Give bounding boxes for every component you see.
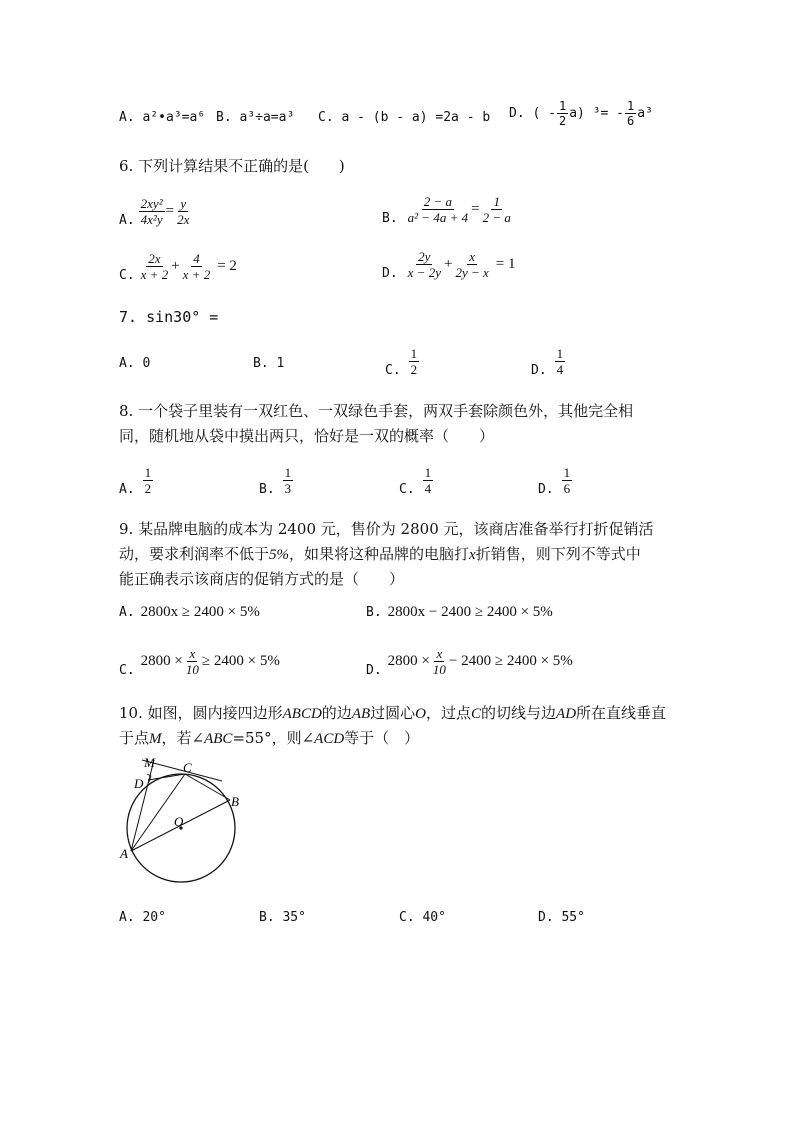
q6-c-plus: + [171, 258, 180, 274]
q10-stem-line-2: 于点M，若∠ABC=55°，则∠ACD等于（ ） [119, 729, 420, 747]
label-c: C [183, 760, 192, 775]
q7-d-label: D. [531, 363, 547, 378]
q8-stem-line-1: 8. 一个袋子里装有一双红色、一双绿色手套，两双手套除颜色外，其他完全相 [119, 402, 634, 420]
q6-b-fraction-2: $\frac{1}{2 - a}$ [482, 194, 511, 225]
q7-c-fraction: $\frac{1}{2}$ [410, 346, 418, 377]
q6-stem: 6. 下列计算结果不正确的是( ) [119, 157, 345, 175]
q10-option-c: C. 40° [399, 910, 446, 925]
q9-option-c [119, 645, 280, 678]
q7-option-d [531, 345, 566, 378]
q5-option-b: B. a³÷a=a³ [216, 110, 295, 125]
q7-d-fraction: $\frac{1}{4}$ [556, 346, 564, 377]
q7-option-b: B. 1 [253, 356, 285, 371]
q5-option-a: A. a²•a³=a⁶ [119, 110, 206, 125]
label-a: A [120, 846, 128, 861]
q6-c-fraction-2: $\frac{4}{x + 2}$ [182, 251, 211, 282]
q5-d-prefix: D. ( - [509, 106, 556, 121]
q6-a-equals: = [165, 203, 175, 219]
q7-option-c [385, 345, 420, 378]
q6-a-fraction-1: $\frac{\text{2xy²}}{\text{4x²y}}$ [140, 196, 163, 227]
q9-d-fraction: $\frac{x}{10}$ [432, 646, 446, 677]
q6-d-label: D. [382, 266, 398, 281]
q6-c-label: C. [119, 268, 135, 283]
q5-d-fraction-1: $\frac{1}{2}$ [558, 99, 567, 128]
q9-stem-line-2: 动，要求利润率不低于5%，如果将这种品牌的电脑打x折销售，则下列不等式中 [119, 545, 641, 563]
q8-b-label: B. [259, 482, 275, 497]
q9-d-label: D. [366, 663, 382, 678]
q7-stem: 7. sin30° = [119, 308, 219, 326]
q5-d-mid: a) ³= - [569, 106, 624, 121]
q6-a-fraction-2: $\frac{y}{2x}$ [177, 196, 190, 227]
q10-stem-line-1: 10. 如图，圆内接四边形ABCD的边AB过圆心O，过点C的切线与边AD所在直线垂直 [119, 704, 667, 722]
q10-option-d: D. 55° [538, 910, 585, 925]
q6-b-equals: = [471, 201, 480, 217]
q5-option-c: C. a - (b - a) =2a - b [318, 110, 491, 125]
q8-stem-line-2: 同，随机地从袋中摸出两只，恰好是一双的概率（ ） [119, 427, 495, 445]
q9-c-suffix: ≥ 2400 × 5% [201, 653, 280, 669]
q9-d-prefix: 2800 × [387, 653, 430, 669]
q7-option-a: A. 0 [119, 356, 151, 371]
q6-option-d [382, 248, 515, 281]
q9-c-label: C. [119, 663, 135, 678]
q9-option-a [119, 604, 260, 621]
q8-d-label: D. [538, 482, 554, 497]
q6-option-c [119, 250, 237, 283]
q6-d-fraction-2: $\frac{x}{2y - x}$ [455, 249, 489, 280]
q9-c-fraction: $\frac{x}{10}$ [185, 646, 199, 677]
q10-option-a: A. 20° [119, 910, 166, 925]
label-d: D [134, 776, 144, 791]
q5-d-fraction-2: $\frac{1}{6}$ [627, 99, 635, 128]
q9-option-b [366, 604, 553, 621]
q9-a-label: A. [119, 605, 135, 620]
q8-a-label: A. [119, 482, 135, 497]
q9-b-expression: 2800x − 2400 ≥ 2400 × 5% [387, 604, 553, 620]
q6-d-plus: + [443, 256, 453, 272]
q6-d-equals: = 1 [495, 256, 516, 272]
q6-c-equals: = 2 [217, 258, 237, 274]
q9-stem-line-1: 9. 某品牌电脑的成本为 2400 元，售价为 2800 元，该商店准备举行打折促销活 [119, 520, 654, 538]
q6-b-label: B. [382, 211, 398, 226]
q6-d-fraction-1: $\frac{2y}{x - 2y}$ [407, 249, 441, 280]
q5-d-suffix: a³ [637, 106, 653, 121]
q8-b-fraction: $\frac{1}{3}$ [284, 465, 292, 496]
label-b: B [231, 794, 239, 809]
q5-option-d [509, 100, 653, 127]
side-cb [185, 774, 230, 800]
q8-c-label: C. [399, 482, 415, 497]
q8-c-fraction: $\frac{1}{4}$ [424, 465, 432, 496]
q6-a-label: A. [119, 213, 135, 228]
line-ad-extended [131, 760, 154, 851]
q10-option-b: B. 35° [259, 910, 306, 925]
label-o: O [174, 814, 184, 829]
side-dc [148, 774, 185, 780]
q6-b-fraction-1: $\frac{2 - a}{\text{a² − 4a + 4}}$ [407, 194, 469, 225]
q9-c-prefix: 2800 × [140, 653, 183, 669]
q8-option-d [538, 464, 573, 497]
label-m: M [144, 755, 155, 770]
q6-c-fraction-1: $\frac{2x}{x + 2}$ [140, 251, 169, 282]
q6-option-b [382, 193, 514, 226]
q9-stem-line-3: 能正确表示该商店的促销方式的是（ ） [119, 570, 405, 588]
q10-geometry-figure [110, 750, 240, 890]
q6-option-a [119, 195, 192, 228]
q8-a-fraction: $\frac{1}{2}$ [144, 465, 152, 496]
q8-option-c [399, 464, 434, 497]
q9-option-d [366, 645, 573, 678]
q8-option-b [259, 464, 294, 497]
q9-b-label: B. [366, 605, 382, 620]
q7-c-label: C. [385, 363, 401, 378]
q8-d-fraction: $\frac{1}{6}$ [563, 465, 571, 496]
q9-d-suffix: − 2400 ≥ 2400 × 5% [448, 653, 573, 669]
q8-option-a [119, 464, 154, 497]
q9-a-expression: 2800x ≥ 2400 × 5% [140, 604, 260, 620]
